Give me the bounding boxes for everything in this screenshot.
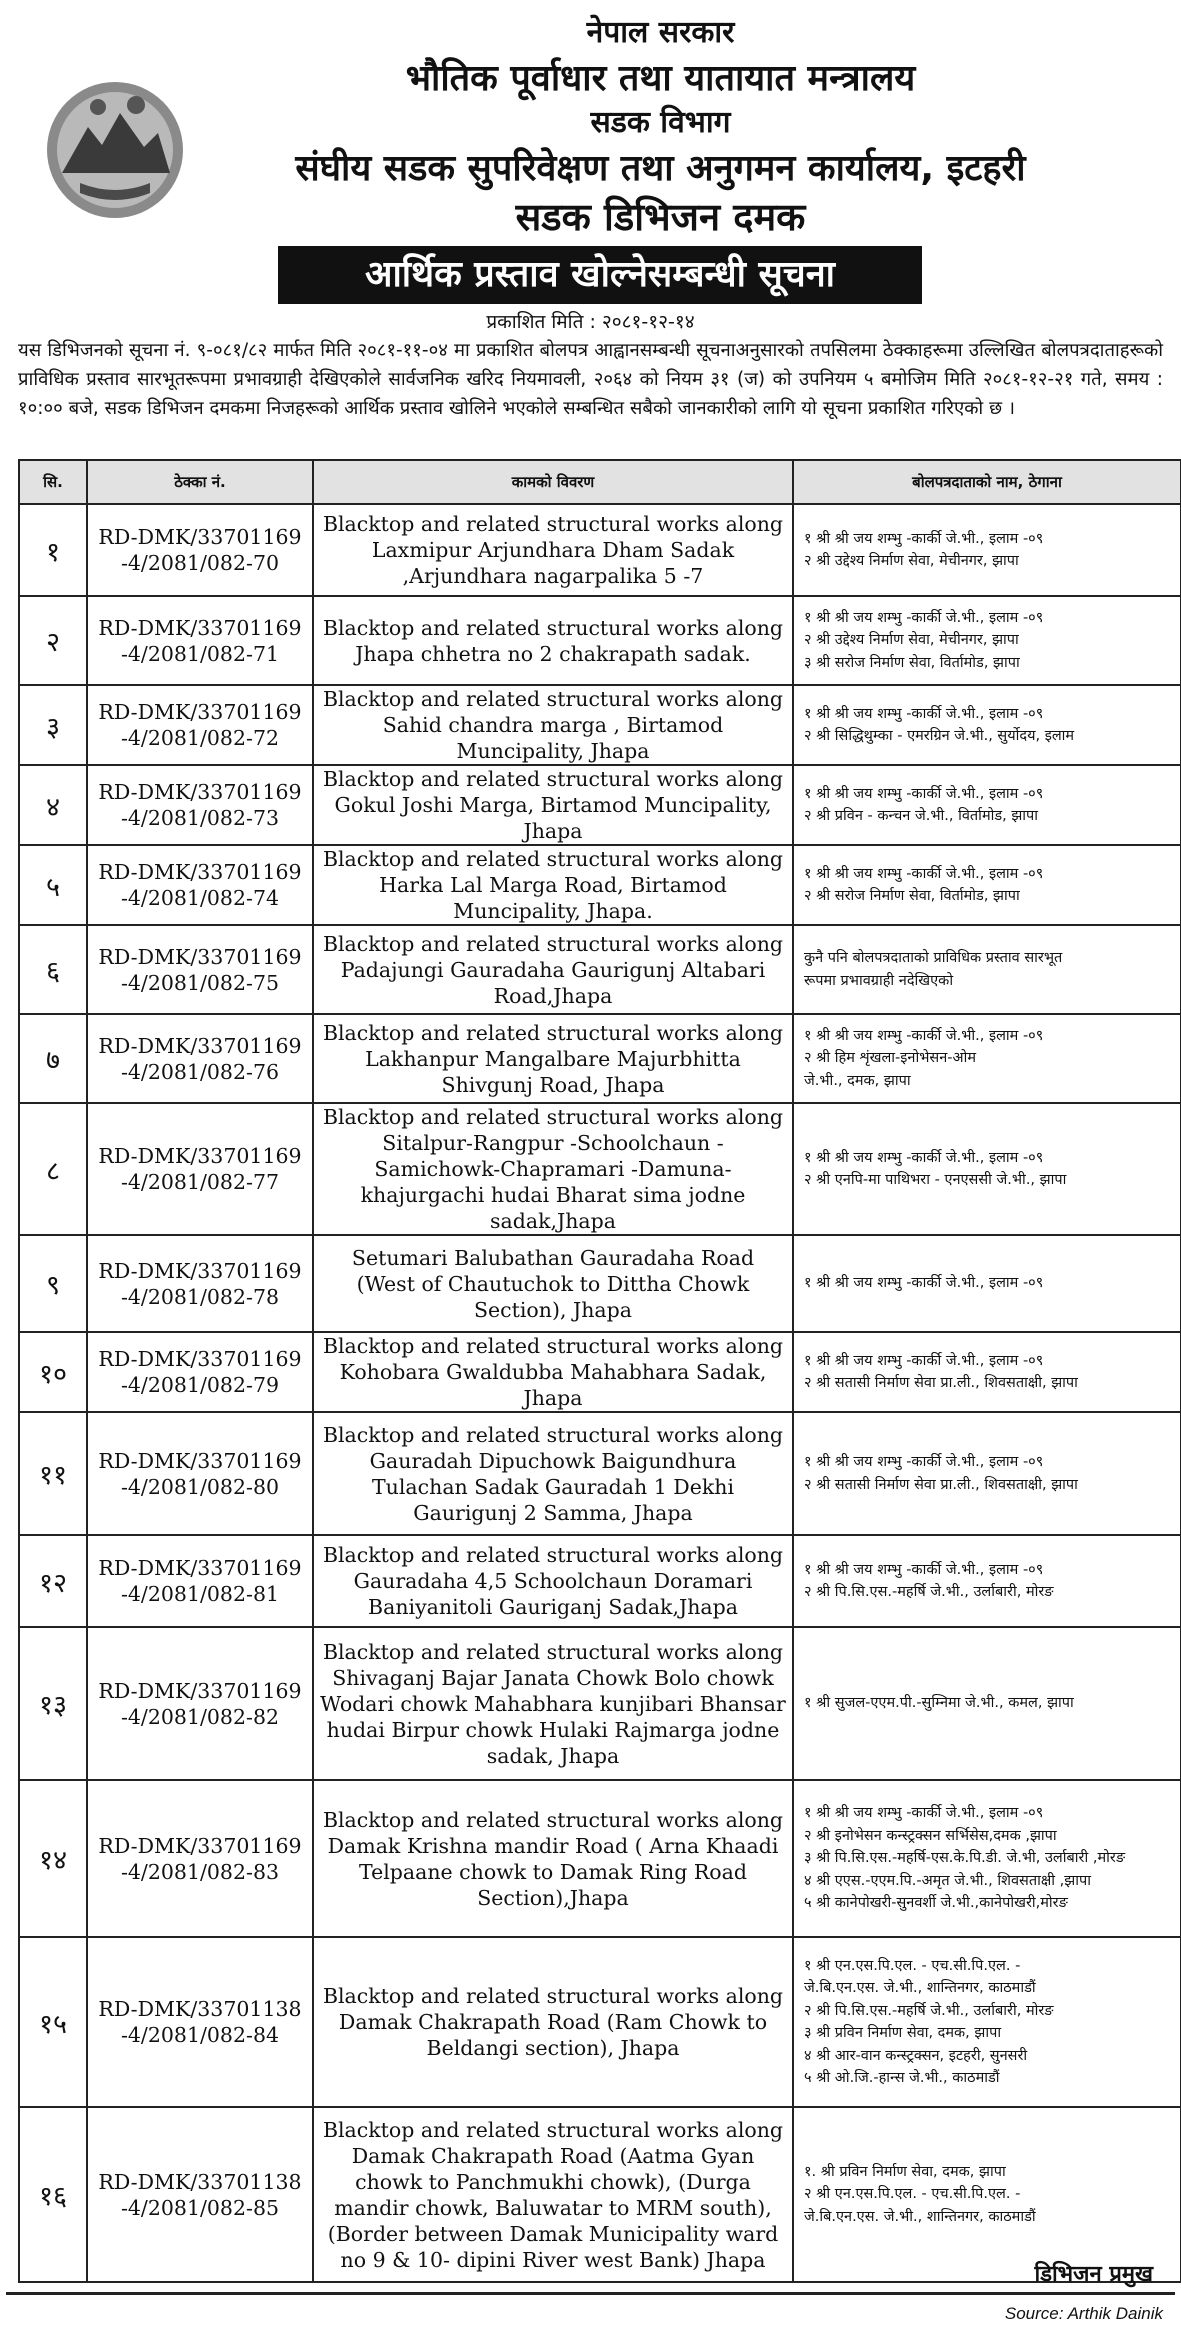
table-row: [19, 1535, 1181, 1627]
row-bidders: [793, 1780, 1181, 1937]
row-work-description: Blacktop and related structural works along Gauradaha 4,5 Schoolchaun Doramari Baniyanitoli Gauriganj Sadak,Jhapa: [313, 1535, 793, 1627]
table-row: [19, 925, 1181, 1014]
bidder-line: २ श्री सतासी निर्माण सेवा प्रा.ली., शिवसताक्षी, झापा: [804, 1476, 1078, 1493]
bidder-line: १ श्री श्री जय शम्भु -कार्की जे.भी., इलाम -०९: [804, 609, 1044, 626]
row-work-description: Blacktop and related structural works along Lakhanpur Mangalbare Majurbhitta Shivgunj Road, Jhapa: [313, 1014, 793, 1103]
header-department: सडक विभाग: [590, 105, 731, 140]
table-row: [19, 596, 1181, 685]
row-serial: ५: [19, 845, 87, 925]
bidder-line: १ श्री श्री जय शम्भु -कार्की जे.भी., इलाम -०९: [804, 785, 1044, 802]
row-work-description: Blacktop and related structural works along Sahid chandra marga , Birtamod Muncipality, Jhapa: [313, 685, 793, 765]
bidder-line: ४ श्री एएस.-एएम.पि.-अमृत जे.भी., शिवसताक्षी ,झापा: [804, 1872, 1091, 1889]
row-bidders: [793, 1627, 1181, 1780]
intro-paragraph: यस डिभिजनको सूचना नं. ९-०८१/८२ मार्फत मिति २०८१-११-०४ मा प्रकाशित बोलपत्र आह्वानसम्बन्धी सूचनाअनुसारको तपसिलमा ठेक्काहरूमा उल्लिखित बोलपत्रदाताहरूको प्राविधिक प्रस्ताव सारभूतरूपमा प्रभावग्राही देखिएकोले सार्वजनिक खरिद नियमावली, २०६४ को नियम ३१ (ज) को उपनियम ५ बमोजिम मिति २०८१-१२-२१ गते, समय : १०:०० बजे, सडक डिभिजन दमकमा निजहरूको आर्थिक प्रस्ताव खोलिने भएकोले सम्बन्धित सबैको जानकारीको लागि यो सूचना प्रकाशित गरिएको छ ।: [18, 340, 1163, 419]
row-serial: ११: [19, 1412, 87, 1535]
bidder-line: जे.भी., दमक, झापा: [804, 1072, 911, 1089]
row-bidders: [793, 596, 1181, 685]
header-work-description: कामको विवरण: [313, 460, 793, 504]
row-bidders: [793, 1937, 1181, 2107]
bidder-line: २ श्री सिद्धिथुम्का - एमरग्रिन जे.भी., सुर्योदय, इलाम: [804, 728, 1075, 744]
row-work-description: Blacktop and related structural works along Harka Lal Marga Road, Birtamod Muncipality, Jhapa.: [313, 845, 793, 925]
row-contract-no: RD-DMK/33701169 -4/2081/082-70: [87, 504, 313, 596]
published-date: प्रकाशित मिति : २०८१-१२-१४: [486, 311, 695, 333]
bidder-line: १ श्री श्री जय शम्भु -कार्की जे.भी., इलाम -०९: [804, 1454, 1044, 1470]
bidder-line: जे.बि.एन.एस. जे.भी., शान्तिनगर, काठमाडौं: [804, 2208, 1036, 2225]
row-contract-no: RD-DMK/33701138 -4/2081/082-84: [87, 1937, 313, 2107]
bidder-line: १ श्री श्री जय शम्भु -कार्की जे.भी., इलाम -०९: [804, 1149, 1044, 1166]
row-contract-no: RD-DMK/33701169 -4/2081/082-74: [87, 845, 313, 925]
bidder-line: २ श्री सतासी निर्माण सेवा प्रा.ली., शिवसताक्षी, झापा: [804, 1375, 1078, 1391]
row-serial: १: [19, 504, 87, 596]
row-work-description: Blacktop and related structural works along Shivaganj Bajar Janata Chowk Bolo chowk Wodari chowk Mahabhara kunjibari Bhansar hudai Birpur chowk Hulaki Rajmarga jodne sadak, Jhapa: [313, 1627, 793, 1780]
row-serial: ३: [19, 685, 87, 765]
table-row: [19, 1235, 1181, 1332]
row-serial: १०: [19, 1332, 87, 1412]
row-work-description: Blacktop and related structural works along Damak Chakrapath Road (Aatma Gyan chowk to Panchmukhi chowk), (Durga mandir chowk, Baluwatar to MRM south), (Border between Damak Municipality ward no 9 & 10- dipini River west Bank) Jhapa: [313, 2107, 793, 2282]
row-bidders: [793, 1412, 1181, 1535]
row-serial: १४: [19, 1780, 87, 1937]
bidder-line: १ श्री श्री जय शम्भु -कार्की जे.भी., इलाम -०९: [804, 865, 1044, 882]
table-row: [19, 1627, 1181, 1780]
bidder-line: १ श्री श्री जय शम्भु -कार्की जे.भी., इलाम -०९: [804, 1275, 1044, 1292]
signature-division-chief: डिभिजन प्रमुख: [1034, 2262, 1153, 2287]
row-contract-no: RD-DMK/33701169 -4/2081/082-81: [87, 1535, 313, 1627]
bidder-line: २ श्री एन.एस.पि.एल. - एच.सी.पि.एल. -: [804, 2186, 1021, 2203]
row-work-description: Blacktop and related structural works along Laxmipur Arjundhara Dham Sadak ,Arjundhara nagarpalika 5 -7: [313, 504, 793, 596]
bidder-line: १ श्री सुजल-एएम.पी.-सुम्निमा जे.भी., कमल, झापा: [804, 1695, 1074, 1712]
row-serial: १२: [19, 1535, 87, 1627]
source-credit: Source: Arthik Dainik: [1004, 2304, 1163, 2323]
row-bidders: [793, 925, 1181, 1014]
table-row: [19, 1103, 1181, 1235]
bidder-line: २ श्री प्रविन - कन्चन जे.भी., विर्तामोड, झापा: [804, 808, 1039, 824]
table-row: [19, 1332, 1181, 1412]
table-row: [19, 685, 1181, 765]
bidder-line: ४ श्री आर-वान कन्स्ट्रक्सन, इटहरी, सुनसरी: [804, 2047, 1028, 2064]
row-serial: ७: [19, 1014, 87, 1103]
row-contract-no: RD-DMK/33701169 -4/2081/082-73: [87, 765, 313, 845]
bidder-line: २ श्री इनोभेसन कन्स्ट्रक्सन सर्भिसेस,दमक ,झापा: [804, 1827, 1057, 1844]
bidder-line: १ श्री श्री जय शम्भु -कार्की जे.भी., इलाम -०९: [804, 1027, 1044, 1044]
table-row: [19, 845, 1181, 925]
bidder-line: २ श्री हिम शृंखला-इनोभेसन-ओम: [804, 1050, 976, 1067]
row-serial: ९: [19, 1235, 87, 1332]
bidder-line: १ श्री श्री जय शम्भु -कार्की जे.भी., इलाम -०९: [804, 705, 1044, 722]
header-contract-no: ठेक्का नं.: [87, 460, 313, 504]
row-work-description: Blacktop and related structural works along Gauradah Dipuchowk Baigundhura Tulachan Sadak Gauradah 1 Dekhi Gaurigunj 2 Samma, Jhapa: [313, 1412, 793, 1535]
row-contract-no: RD-DMK/33701169 -4/2081/082-75: [87, 925, 313, 1014]
bidder-line: १. श्री प्रविन निर्माण सेवा, दमक, झापा: [804, 2163, 1006, 2180]
row-contract-no: RD-DMK/33701169 -4/2081/082-72: [87, 685, 313, 765]
row-bidders: [793, 1014, 1181, 1103]
bidder-line: जे.बि.एन.एस. जे.भी., शान्तिनगर, काठमाडौं: [804, 1980, 1036, 1996]
row-work-description: Blacktop and related structural works along Damak Chakrapath Road (Ram Chowk to Beldangi section), Jhapa: [313, 1937, 793, 2107]
table-row: [19, 2107, 1181, 2282]
row-contract-no: RD-DMK/33701169 -4/2081/082-80: [87, 1412, 313, 1535]
bottom-rule: [6, 2292, 1175, 2295]
header-serial: सि.: [19, 460, 87, 504]
header-division: सडक डिभिजन दमक: [515, 195, 806, 239]
row-bidders: [793, 845, 1181, 925]
table-row: [19, 1412, 1181, 1535]
row-contract-no: RD-DMK/33701169 -4/2081/082-83: [87, 1780, 313, 1937]
bidder-line: २ श्री पि.सि.एस.-महर्षि जे.भी., उर्लाबारी, मोरङ: [804, 1584, 1054, 1600]
row-bidders: [793, 1103, 1181, 1235]
table-row: [19, 1937, 1181, 2107]
bidder-line: २ श्री एनपि-मा पाथिभरा - एनएससी जे.भी., झापा: [804, 1172, 1067, 1188]
table-header-row: [19, 460, 1181, 504]
bidder-line: ३ श्री प्रविन निर्माण सेवा, दमक, झापा: [804, 2025, 1002, 2041]
bidder-line: २ श्री सरोज निर्माण सेवा, विर्तामोड, झापा: [804, 888, 1020, 904]
table-row: [19, 1014, 1181, 1103]
header-office: संघीय सडक सुपरिवेक्षण तथा अनुगमन कार्यालय, इटहरी: [295, 148, 1026, 189]
row-serial: २: [19, 596, 87, 685]
row-work-description: Setumari Balubathan Gauradaha Road (West of Chautuchok to Dittha Chowk Section), Jhapa: [313, 1235, 793, 1332]
row-serial: १३: [19, 1627, 87, 1780]
row-work-description: Blacktop and related structural works along Kohobara Gwaldubba Mahabhara Sadak, Jhapa: [313, 1332, 793, 1412]
row-contract-no: RD-DMK/33701169 -4/2081/082-77: [87, 1103, 313, 1235]
row-bidders: [793, 1332, 1181, 1412]
row-work-description: Blacktop and related structural works along Jhapa chhetra no 2 chakrapath sadak.: [313, 596, 793, 685]
row-bidders: [793, 2107, 1181, 2282]
row-contract-no: RD-DMK/33701169 -4/2081/082-76: [87, 1014, 313, 1103]
row-work-description: Blacktop and related structural works along Sitalpur-Rangpur -Schoolchaun -Samichowk-Chapramari -Damuna- khajurgachi hudai Bharat sima jodne sadak,Jhapa: [313, 1103, 793, 1235]
row-contract-no: RD-DMK/33701169 -4/2081/082-79: [87, 1332, 313, 1412]
bidder-line: १ श्री श्री जय शम्भु -कार्की जे.भी., इलाम -०९: [804, 1561, 1044, 1578]
row-bidders: [793, 1235, 1181, 1332]
row-serial: १६: [19, 2107, 87, 2282]
header-government: नेपाल सरकार: [586, 15, 735, 50]
row-contract-no: RD-DMK/33701169 -4/2081/082-71: [87, 596, 313, 685]
bidder-line: २ श्री उद्देश्य निर्माण सेवा, मेचीनगर, झापा: [804, 632, 1019, 649]
bidder-line: १ श्री श्री जय शम्भु -कार्की जे.भी., इलाम -०९: [804, 1352, 1044, 1369]
row-serial: ४: [19, 765, 87, 845]
row-contract-no: RD-DMK/33701169 -4/2081/082-82: [87, 1627, 313, 1780]
bidder-line: १ श्री श्री जय शम्भु -कार्की जे.भी., इलाम -०९: [804, 530, 1044, 547]
row-work-description: Blacktop and related structural works along Gokul Joshi Marga, Birtamod Muncipality, Jhapa: [313, 765, 793, 845]
row-work-description: Blacktop and related structural works along Damak Krishna mandir Road ( Arna Khaadi Telpaane chowk to Damak Ring Road Section),Jhapa: [313, 1780, 793, 1937]
row-bidders: [793, 504, 1181, 596]
row-bidders: [793, 1535, 1181, 1627]
bidder-line: २ श्री उद्देश्य निर्माण सेवा, मेचीनगर, झापा: [804, 553, 1019, 569]
bidder-line: ५ श्री कानेपोखरी-सुनवर्शी जे.भी.,कानेपोखरी,मोरङ: [804, 1895, 1068, 1912]
row-bidders: [793, 685, 1181, 765]
bidder-line: ३ श्री पि.सि.एस.-महर्षि-एस.के.पि.डी. जे.भी, उर्लाबारी ,मोरङ: [804, 1850, 1126, 1867]
row-serial: ६: [19, 925, 87, 1014]
header-ministry: भौतिक पूर्वाधार तथा यातायात मन्त्रालय: [405, 58, 916, 99]
header-bidder-name-address: बोलपत्रदाताको नाम, ठेगाना: [793, 460, 1181, 504]
row-contract-no: RD-DMK/33701138 -4/2081/082-85: [87, 2107, 313, 2282]
bidder-line: ५ श्री ओ.जि.-हान्स जे.भी., काठमाडौं: [804, 2070, 1000, 2086]
row-work-description: Blacktop and related structural works along Padajungi Gauradaha Gaurigunj Altabari Road,Jhapa: [313, 925, 793, 1014]
notice-title: आर्थिक प्रस्ताव खोल्नेसम्बन्धी सूचना: [278, 246, 922, 304]
row-contract-no: RD-DMK/33701169 -4/2081/082-78: [87, 1235, 313, 1332]
bidder-line: कुनै पनि बोलपत्रदाताको प्राविधिक प्रस्ताव सारभूत: [804, 950, 1063, 966]
table-row: [19, 1780, 1181, 1937]
row-bidders: [793, 765, 1181, 845]
bidder-line: २ श्री पि.सि.एस.-महर्षि जे.भी., उर्लाबारी, मोरङ: [804, 2002, 1054, 2019]
bidder-line: रूपमा प्रभावग्राही नदेखिएको: [804, 972, 954, 989]
row-serial: १५: [19, 1937, 87, 2107]
table-row: [19, 504, 1181, 596]
nepal-emblem-icon: [40, 75, 190, 225]
bid-table: [18, 459, 1181, 2283]
table-row: [19, 765, 1181, 845]
bidder-line: ३ श्री सरोज निर्माण सेवा, विर्तामोड, झापा: [804, 654, 1020, 671]
bidder-line: १ श्री एन.एस.पि.एल. - एच.सी.पि.एल. -: [804, 1957, 1021, 1974]
bidder-line: १ श्री श्री जय शम्भु -कार्की जे.भी., इलाम -०९: [804, 1805, 1044, 1822]
row-serial: ८: [19, 1103, 87, 1235]
